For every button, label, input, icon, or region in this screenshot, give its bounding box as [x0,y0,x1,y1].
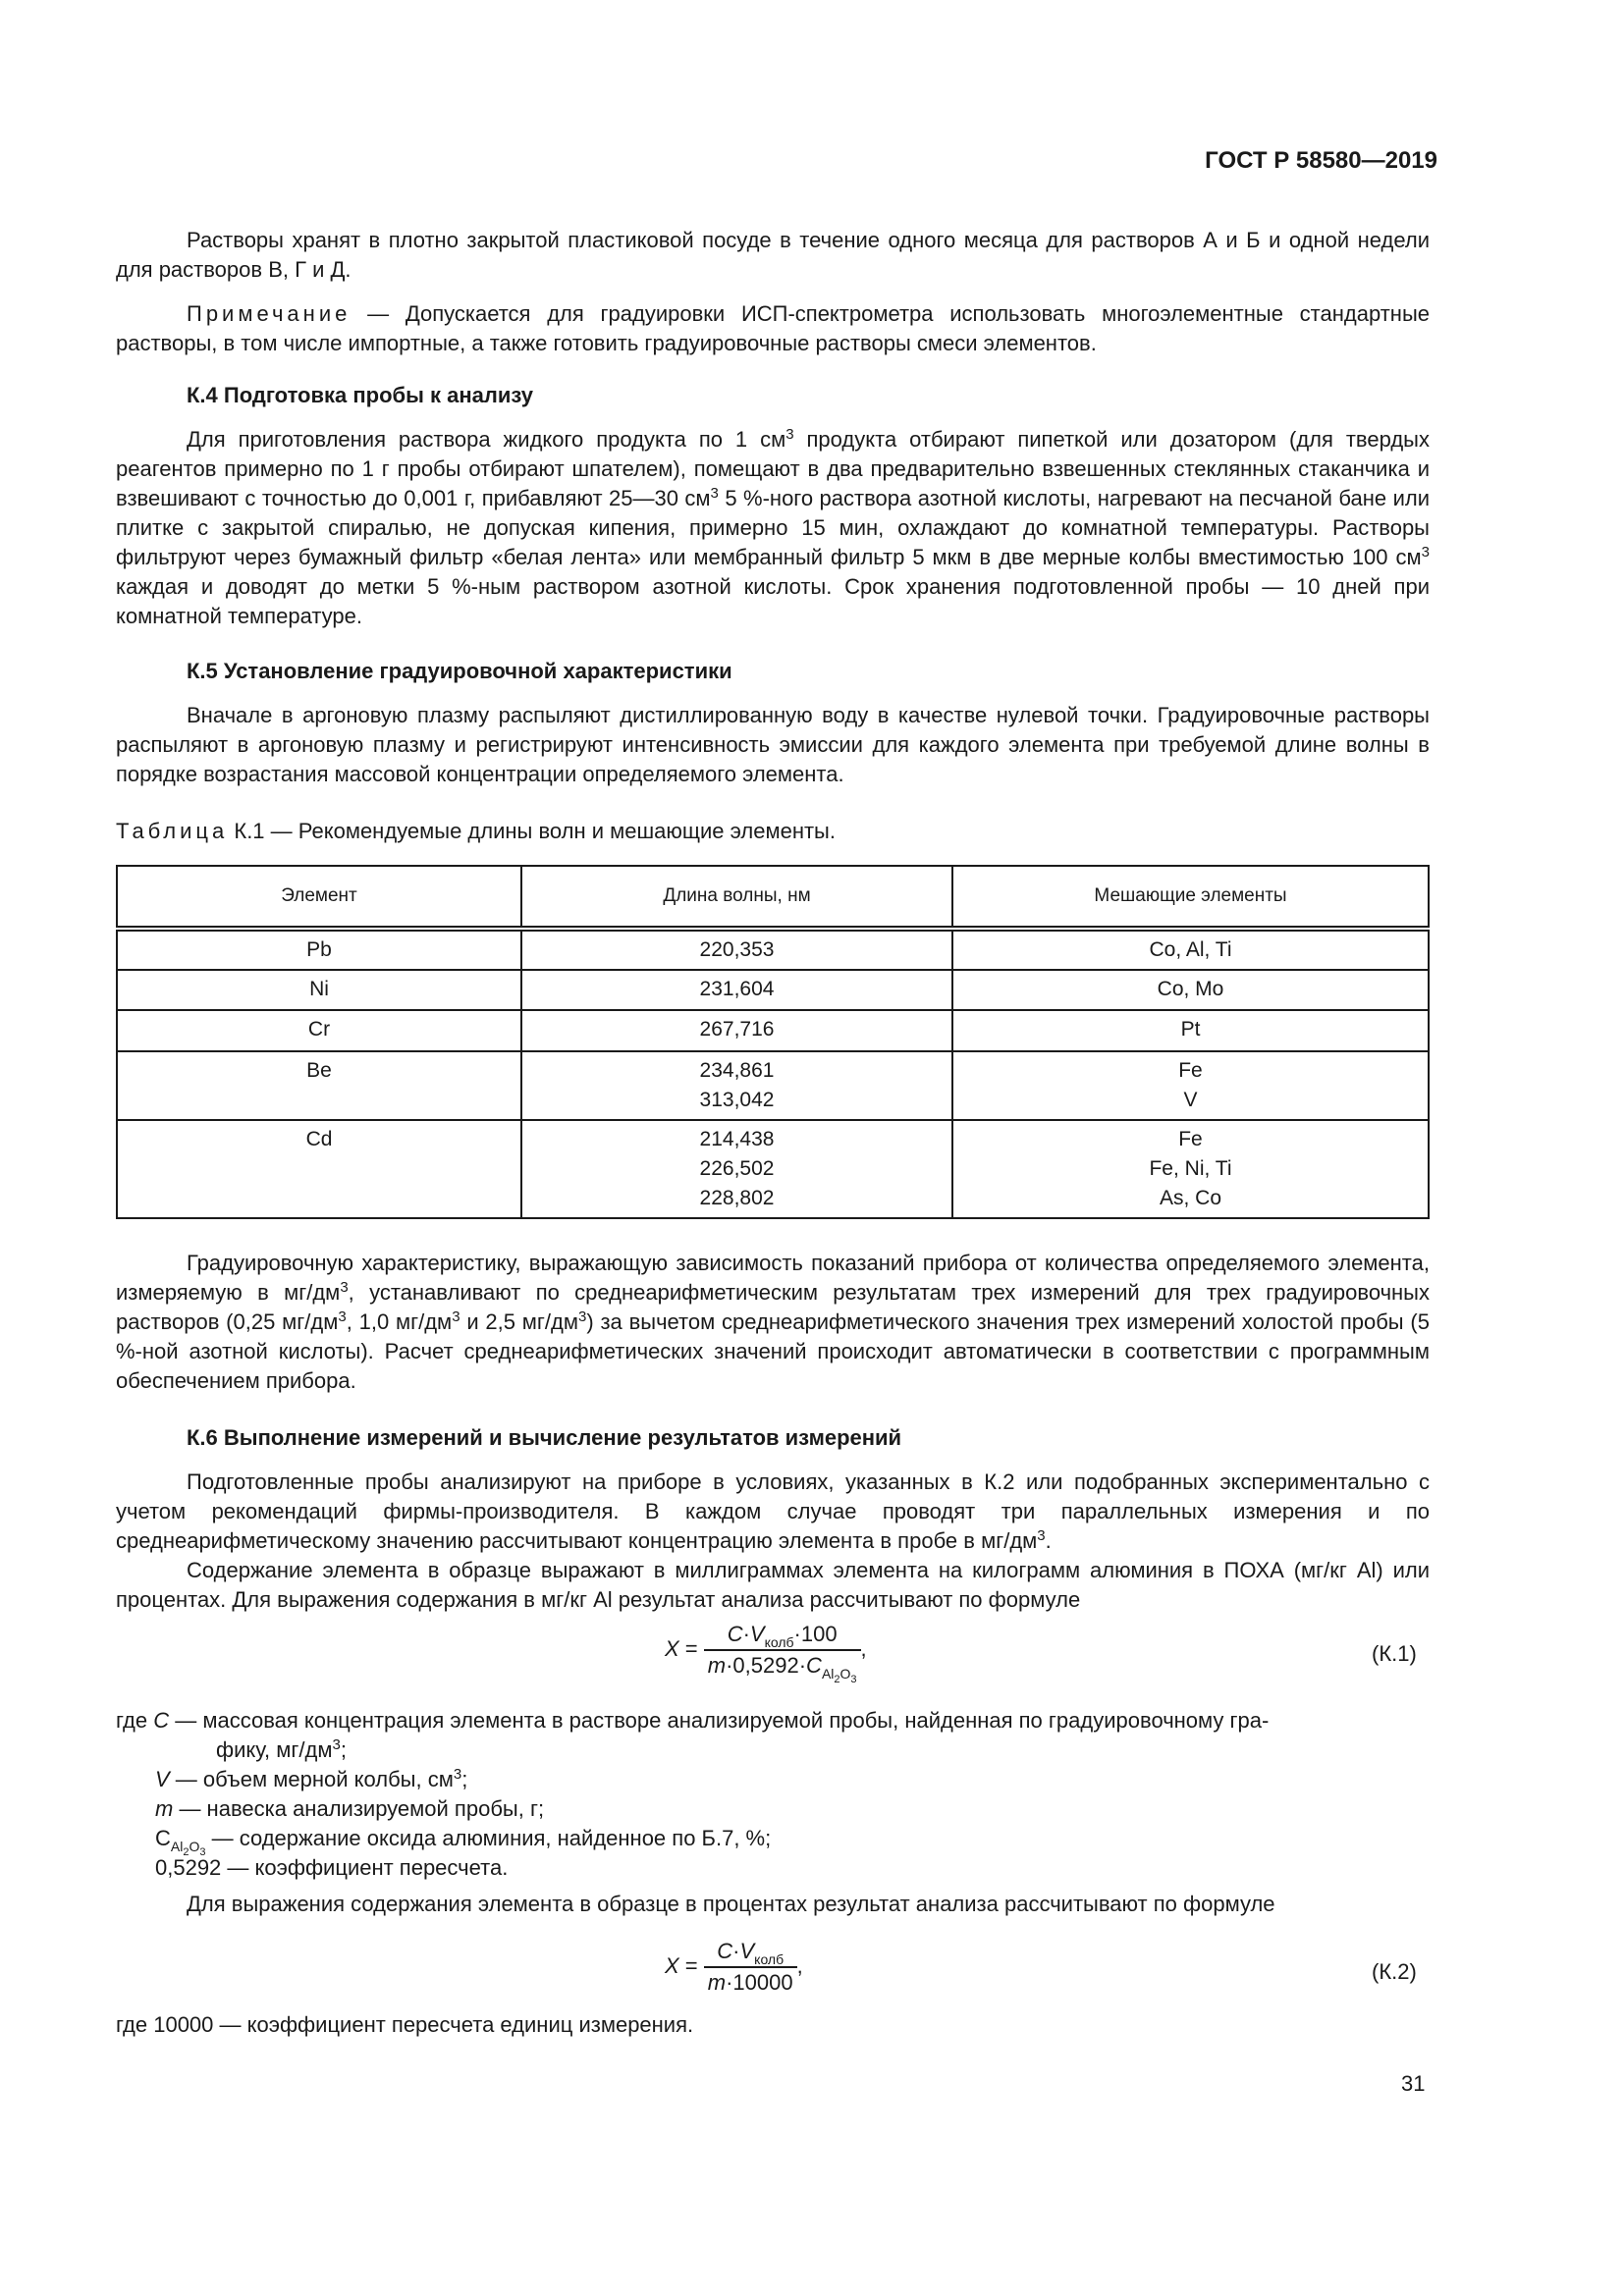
k4-paragraph [116,425,1430,631]
storage-paragraph [116,226,1430,285]
subscript: колб [764,1634,794,1650]
symbol-m: m [155,1796,174,1821]
symbol-c: C [153,1708,170,1733]
cell-element: Ni [117,970,521,1010]
k4-text-a: Для приготовления раствора жидкого продукта по 1 см [187,427,786,452]
calib-text-a: Градуировочную характеристику, выражающую зависимость показаний прибора от количества определяемого элемента, измеряемую в мг/дм [116,1251,1430,1305]
k6-paragraph-1 [116,1468,1430,1556]
def-v-text: — объем мерной колбы, см [169,1767,454,1791]
wavelength-value: 228,802 [699,1187,775,1209]
definition-m [155,1794,544,1824]
k6-text-2: Содержание элемента в образце выражают в миллиграммах элемента на килограмм алюминия в ПОХА (мг/кг Al) или процентах. Для выражения содержания в мг/кг Al результат анализа рассчитывают по формуле [116,1558,1430,1612]
den-tail: ·10000 [726,1970,793,1995]
table-caption [116,817,836,846]
denominator [704,1651,861,1685]
final-definition: где 10000 — коэффициент пересчета единиц измерения. [116,2012,694,2037]
cell-wavelength: 231,604 [521,970,952,1010]
calib-text-e: ) за вычетом среднеарифметического значения трех измерений холостой пробы (5 %-ной азотной кислоты). Расчет среднеарифметических значений происходит автоматически в соответствии с программным обеспечением прибора. [116,1309,1430,1393]
superscript: 3 [578,1308,587,1325]
superscript: 3 [1421,544,1430,561]
cell-wavelength [521,1120,952,1218]
symbol-v: V [155,1767,170,1791]
definition-v: V — объем мерной колбы, $см^3$; [155,1766,468,1791]
wavelength-table [116,865,1430,1219]
den-mid: ·0,5292· [726,1653,807,1678]
page-number: 31 [1401,2071,1426,2096]
cell-element: Pb [117,929,521,970]
k6-paragraph-2 [116,1556,1430,1615]
column-header-element: Элемент [117,866,521,929]
numerator: $C\cdot V_{колб}\cdot 100$ [704,1620,861,1651]
cell-element: Cr [117,1010,521,1051]
k6-text-b: . [1045,1528,1052,1553]
subscript [821,1666,857,1685]
column-header-wavelength: Длина волны, нм [521,866,952,929]
superscript: 3 [452,1308,460,1325]
formula-lhs: X [665,1635,679,1661]
superscript: 3 [453,1766,462,1783]
sub-al: Al [170,1839,184,1854]
column-header-interfering: Мешающие элементы [952,866,1429,929]
k4-text-d: каждая и доводят до метки 5 %-ным раствором азотной кислоты. Срок хранения подготовленной пробы — 10 дней при комнатной температуре. [116,574,1430,628]
superscript: 3 [338,1308,347,1325]
k5-paragraph [116,701,1430,789]
cell-interfering [952,1051,1429,1120]
calibration-paragraph [116,1249,1430,1396]
table-row [117,1051,1429,1120]
def-cal-text: — содержание оксида алюминия, найденное по Б.7, %; [205,1826,772,1850]
definition-coefficient: 0,5292 — коэффициент пересчета. [155,1855,509,1880]
table-row [117,1010,1429,1051]
cell-wavelength: 220,353 [521,929,952,970]
note-text: — Допускается для градуировки ИСП-спектрометра использовать многоэлементные стандартные растворы, в том числе импортные, а также готовить градуировочные растворы смеси элементов. [116,301,1430,355]
calib-text-d: и 2,5 мг/дм [460,1309,578,1334]
fraction [704,1620,861,1685]
formula-k2-label: (К.2) [1372,1959,1417,1984]
superscript: 3 [710,485,719,502]
var-c: C [727,1622,743,1646]
table-caption-text: К.1 — Рекомендуемые длины волн и мешающие элементы. [228,819,836,843]
storage-text: Растворы хранят в плотно закрытой пластиковой посуде в течение одного месяца для растворов А и Б и одной недели для растворов В, Г и Д. [116,228,1430,282]
note-paragraph [116,299,1430,358]
section-k4-title: К.4 Подготовка пробы к анализу [187,383,534,407]
denominator [704,1968,797,1998]
interfering-value: V [1183,1089,1198,1111]
var-m: m [707,1653,727,1678]
wavelength-value: 313,042 [699,1089,775,1111]
sub-3: 3 [850,1674,857,1685]
fraction [704,1937,797,1998]
sub-al: Al [821,1666,835,1682]
cell-interfering: Co, Al, Ti [952,929,1429,970]
section-k5-title: К.5 Установление градуировочной характеристики [187,659,732,683]
calib-text-b: , устанавливают по среднеарифметическим результатам трех измерений для трех градуировочных растворов (0,25 мг/дм [116,1280,1430,1334]
def-m-text: — навеска анализируемой пробы, г; [173,1796,545,1821]
wavelength-value: 234,861 [699,1059,775,1082]
definition-c-al2o3 [155,1824,772,1858]
table-row [117,1120,1429,1218]
var-m: m [707,1970,727,1995]
var-v: V [749,1622,765,1646]
superscript: 3 [340,1279,349,1296]
table-header-row [117,866,1429,929]
interfering-value: As, Co [1159,1187,1222,1209]
cell-interfering: Co, Mo [952,970,1429,1010]
subscript [170,1839,206,1858]
wavelength-value: 226,502 [699,1157,775,1180]
num-tail: ·100 [793,1622,838,1646]
sub-2: 2 [834,1674,840,1685]
where-label: где [116,1708,154,1733]
formula-lhs: X [665,1952,679,1978]
k4-text-b: продукта отбирают пипеткой или дозатором (для твердых реагентов примерно по 1 г пробы отбирают шпателем), помещают в два предварительно взвешенных стеклянных стаканчика и взвешивают с точностью до 0,001 г, прибавляют 25—30 см [116,427,1430,510]
cell-wavelength [521,1051,952,1120]
superscript: 3 [1037,1527,1046,1544]
document-id-header: ГОСТ Р 58580—2019 [1205,147,1437,174]
def-c-text: — массовая концентрация элемента в растворе анализируемой пробы, найденная по градуировочному гра- [169,1708,1270,1733]
calib-text-c: , 1,0 мг/дм [346,1309,453,1334]
superscript: 3 [332,1736,341,1753]
var-v: V [739,1939,755,1963]
k6-text-a: Подготовленные пробы анализируют на приборе в условиях, указанных в К.2 или подобранных экспериментально с учетом рекомендаций фирмы-производителя. В каждом случае проводят три параллельных измерения и по среднеарифметическому значению рассчитывают концентрацию элемента в пробе в мг/дм [116,1469,1430,1553]
table-caption-label: Таблица [116,819,229,843]
k5-text: Вначале в аргоновую плазму распыляют дистиллированную воду в качестве нулевой точки. Градуировочные растворы распыляют в аргоновую плазму и регистрируют интенсивность эмиссии для каждого элемента при требуемой длине волны в порядке возрастания массовой концентрации определяемого элемента. [116,703,1430,786]
superscript: 3 [785,426,794,443]
cell-interfering [952,1120,1429,1218]
definition-c-cont: фику, $мг/дм^3$; [216,1736,347,1762]
sub-o: O [189,1839,200,1854]
section-k6-title: К.6 Выполнение измерений и вычисление результатов измерений [187,1425,902,1450]
formula-k1: X = $\frac{C\cdot V_{колб}\cdot 100}{m\cdot 0,5292\cdot C_{Al_2O_3}}$ , [665,1622,867,1685]
formula-k2: X = $\frac{C\cdot V_{колб}}{m\cdot 10000}$ , [665,1937,803,1998]
table-row [117,970,1429,1010]
interfering-value: Fe, Ni, Ti [1149,1157,1232,1180]
k6-paragraph-3 [116,1890,1430,1919]
k6-text-3: Для выражения содержания элемента в образце в процентах результат анализа рассчитывают по формуле [187,1892,1275,1916]
cell-element: Be [117,1051,521,1120]
numerator: $C\cdot V_{колб}$ [704,1937,797,1968]
sub-o: O [839,1666,851,1682]
sub-3: 3 [199,1846,206,1858]
interfering-value: Fe [1178,1059,1203,1082]
table-row [117,929,1429,970]
def-c-cont: фику, мг/дм [216,1737,333,1762]
cell-interfering: Pt [952,1010,1429,1051]
cell-wavelength: 267,716 [521,1010,952,1051]
cell-element: Cd [117,1120,521,1218]
symbol-c-al2o3: C [155,1826,171,1850]
sub-2: 2 [183,1846,189,1858]
var-c: C [717,1939,733,1963]
interfering-value: Fe [1178,1128,1203,1150]
k4-text-c: 5 %-ного раствора азотной кислоты, нагревают на песчаной бане или плитке с закрытой спиралью, не допуская кипения, примерно 15 мин, охлаждают до комнатной температуры. Растворы фильтруют через бумажный фильтр «белая лента» или мембранный фильтр 5 мкм в две мерные колбы вместимостью 100 см [116,486,1431,569]
definition-c [116,1706,1430,1735]
wavelength-value: 214,438 [699,1128,775,1150]
formula-k1-label: (К.1) [1372,1641,1417,1666]
note-label: Примечание [187,301,352,326]
subscript: колб [754,1951,785,1967]
var-c: C [806,1653,822,1678]
